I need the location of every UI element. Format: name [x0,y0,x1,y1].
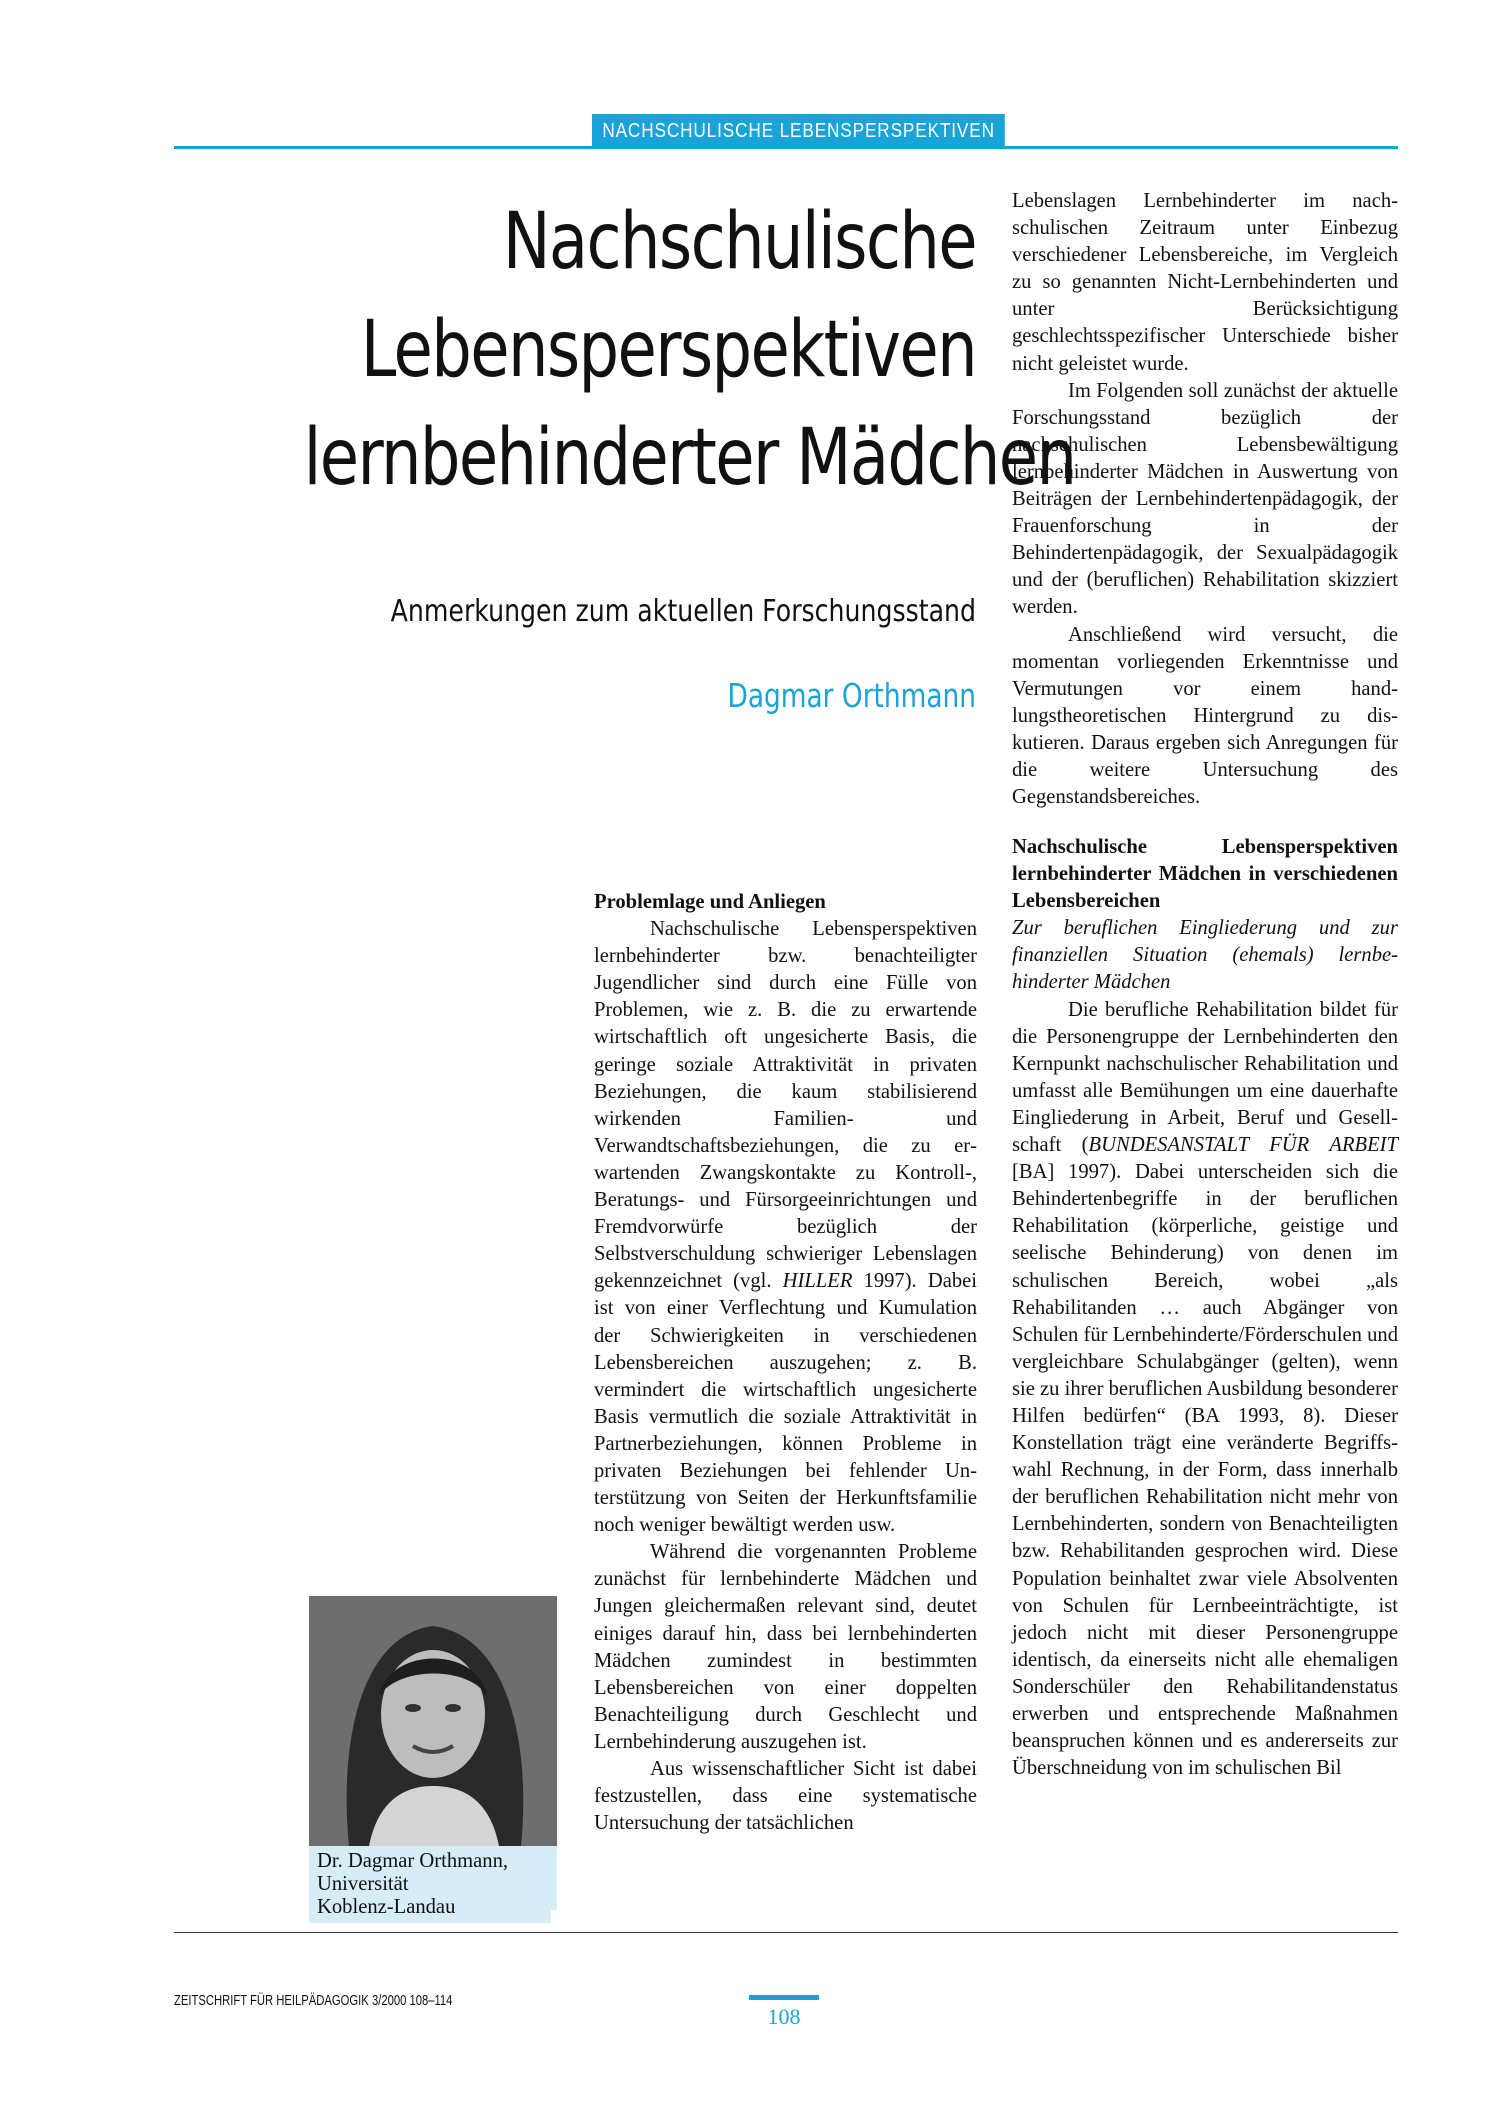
title-line: lernbehinderter Mädchen [303,413,1076,503]
paragraph: Im Folgenden soll zunächst der aktuelle Forschungsstand bezüglich der nachschulischen Lebensbewältigung lernbehinderter Mädchen in Auswertung von Beiträgen der Lernbehindertenpädagogik, der Frauenforschung in der Behindertenpädagogik, der Sexualpädagogik und der (beruflichen) Rehabilitation skizziert werden. [1012,379,1398,619]
author-photo [309,1596,557,1846]
journal-reference: ZEITSCHRIFT FÜR HEILPÄDAGOGIK 3/2000 108–114 [174,1992,453,2009]
page-number-bar [749,1995,819,2000]
section-heading: Problemlage und Anliegen [594,891,826,913]
article-subtitle: Anmerkungen zum aktuellen Forschungsstand [390,594,976,629]
citation: BUNDESANSTALT FÜR ARBEIT [1088,1134,1398,1157]
paragraph: Anschließend wird versucht, die momentan vorliegenden Erkenntnisse und Vermutungen vor einem handlungstheoretischen Hintergrund zu diskutieren. Daraus ergeben sich Anregungen für die weitere Untersuchung des Gegenstandsbereiches. [1012,623,1398,809]
title-line: Lebensperspektiven [360,305,976,395]
page-number: 108 [767,2004,801,2029]
photo-caption: Dr. Dagmar Orthmann, Universität Koblenz-Landau [309,1846,551,1923]
citation: HILLER [782,1270,853,1293]
section-tag: NACHSCHULISCHE LEBENSPERSPEKTIVEN [592,114,1005,148]
section-heading: Nachschulische Lebensperspektiven lernbehinderter Mädchen in verschiedenen Lebensbereichen [1012,836,1398,913]
paragraph: Während die vorgenannten Probleme zunächst für lernbehinderte Mädchen und Jungen gleichermaßen relevant sind, deutet einiges darauf hin, dass bei lernbehinderten Mädchen zumindest in bestimmten Lebensbereichen von einer doppelten Benachteiligung durch Geschlecht und Lernbehinderung auszugehen ist. [594,1541,977,1753]
paragraph: Lebenslagen Lernbehinderter im nachschulischen Zeitraum unter Einbezug verschiedener Lebensbereiche, im Vergleich zu so genannten Nicht-Lernbehinderten und unter Berücksichtigung geschlechtsspezifischer Unterschiede bisher nicht geleistet wurde. [1012,190,1398,375]
paragraph: Aus wissenschaftlicher Sicht ist dabei festzustellen, dass eine systematische Untersuchung der tatsächlichen [594,1758,977,1835]
article-author: Dagmar Orthmann [727,676,976,715]
footer-rule [174,1932,1398,1933]
caption-background [535,1846,557,1910]
column-middle [594,889,977,1837]
paragraph: Die berufliche Rehabilitation bildet für die Personengruppe der Lernbehinderten den Kernpunkt nachschulischer Rehabilitation und umfasst alle Bemühungen um eine dauerhafte Eingliederung in Arbeit, Beruf und Gesellschaft (BUNDESANSTALT FÜR ARBEIT [BA] 1997). Dabei unterscheiden sich die Behindertenbegriffe in der beruflichen Rehabilitation (körperliche, geistige und seelische Behinderung) von denen im schulischen Bereich, wobei „als Rehabilitanden … auch Abgänger von Schulen für Lernbehinderte/Förderschulen und vergleichbare Schulabgänger (gelten), wenn sie zu ihrer beruflichen Ausbildung besonderer Hilfen bedürfen“ (BA 1993, 8). Dieser Konstellation trägt eine veränderte Begriffswahl Rechnung, in der Form, dass innerhalb der beruflichen Rehabilitation nicht mehr von Lernbehinderten, sondern von Benachteiligten bzw. Rehabilitanden gesprochen wird. Diese Population beinhaltet zwar viele Absolventen von Schulen für Lernbeeinträchtigte, ist jedoch nicht mit dieser Personengruppe identisch, da einerseits nicht alle ehemaligen Sonderschüler den Rehabilitandenstatus erwerben und entsprechende Maßnahmen beanspruchen können und es andererseits zur Überschneidung von im schulischen Bil [1012,998,1399,1780]
paragraph: Nachschulische Lebensperspektiven lernbehinderter bzw. benachteiligter Jugendlicher sind durch eine Fülle von Problemen, wie z. B. die zu erwartende wirtschaftlich oft ungesicherte Basis, die geringe soziale Attraktivität in privaten Beziehungen, die kaum stabilisierend wirkenden Familien- und Verwandtschaftsbeziehungen, die zu erwartenden Zwangskontakte zu Kontroll-, Beratungs- und Fürsorgeeinrichtungen und Fremdvorwürfe bezüglich der Selbstverschuldung schwieriger Lebenslagen gekennzeichnet (vgl. HILLER 1997). Dabei ist von einer Verflechtung und Kumulation der Schwierigkeiten in verschiedenen Lebensbereichen auszugehen; z. B. vermindert die wirtschaftlich ungesicherte Basis vermutlich die soziale Attraktivität in Partnerbeziehungen, können Probleme in privaten Beziehungen bei fehlender Unterstützung von Seiten der Herkunftsfamilie noch weniger bewältigt werden usw. [594,918,977,1537]
column-right-bottom [1012,834,1398,1782]
article-title [156,188,1076,512]
column-right-top [1012,188,1398,811]
portrait-illustration [309,1596,557,1846]
title-line: Nachschulische [502,197,976,287]
subsection-heading: Zur beruflichen Eingliederung und zur finanziellen Situation (ehemals) lernbehinderter Mädchen [1012,917,1398,994]
